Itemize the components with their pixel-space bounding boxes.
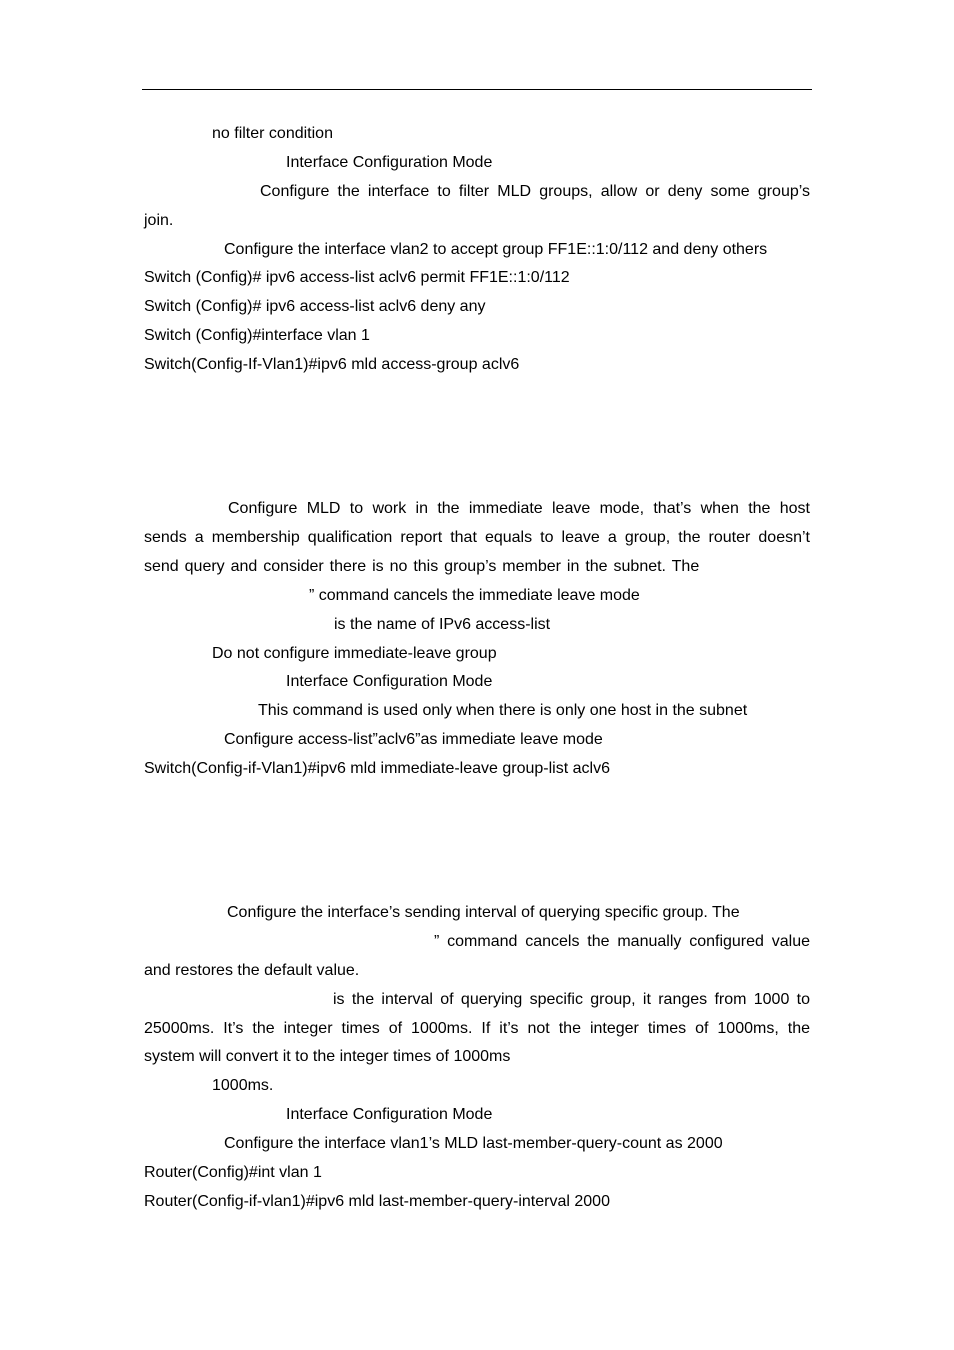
function-description-continued: send query and consider there is no this group’s member in the subnet. The (144, 558, 700, 575)
default-value-text: no filter condition (212, 125, 333, 142)
example-description: Configure the interface vlan2 to accept group FF1E::1:0/112 and deny others (224, 241, 768, 258)
function-description-continued: and restores the default value. (144, 962, 360, 979)
example-command-line: Switch (Config)# ipv6 access-list aclv6 deny any (144, 298, 486, 315)
parameter-description: is the interval of querying specific group, it ranges from 1000 to (333, 991, 810, 1008)
example-description: Configure the interface vlan1’s MLD last-member-query-count as 2000 (224, 1135, 723, 1152)
usage-guide-continued: join. (144, 212, 174, 229)
header-rule (142, 89, 812, 90)
parameter-description: is the name of IPv6 access-list (334, 616, 551, 633)
command-mode-text: Interface Configuration Mode (286, 154, 493, 171)
parameter-description-continued: 25000ms. It’s the integer times of 1000ms. If it’s not the integer times of 1000ms, the (144, 1020, 810, 1037)
example-command-line: Switch(Config-if-Vlan1)#ipv6 mld immediate-leave group-list aclv6 (144, 760, 610, 777)
function-description-continued: ” command cancels the immediate leave mode (309, 587, 640, 604)
function-description-continued: ” command cancels the manually configured value (434, 933, 810, 950)
example-command-line: Router(Config)#int vlan 1 (144, 1164, 322, 1181)
function-description-continued: sends a membership qualification report that equals to leave a group, the router doesn’t (144, 529, 810, 546)
usage-guide-text: Configure the interface to filter MLD groups, allow or deny some group’s (260, 183, 810, 200)
parameter-description-continued: system will convert it to the integer times of 1000ms (144, 1048, 511, 1065)
example-command-line: Router(Config-if-vlan1)#ipv6 mld last-member-query-interval 2000 (144, 1193, 610, 1210)
function-description: Configure MLD to work in the immediate leave mode, that’s when the host (228, 500, 810, 517)
command-mode-text: Interface Configuration Mode (286, 673, 493, 690)
usage-guide-text: This command is used only when there is only one host in the subnet (258, 702, 748, 719)
example-command-line: Switch (Config)# ipv6 access-list aclv6 permit FF1E::1:0/112 (144, 269, 570, 286)
example-description: Configure access-list”aclv6”as immediate leave mode (224, 731, 603, 748)
command-mode-text: Interface Configuration Mode (286, 1106, 493, 1123)
default-value-text: 1000ms. (212, 1077, 274, 1094)
default-value-text: Do not configure immediate-leave group (212, 645, 497, 662)
example-command-line: Switch(Config-If-Vlan1)#ipv6 mld access-group aclv6 (144, 356, 520, 373)
example-command-line: Switch (Config)#interface vlan 1 (144, 327, 370, 344)
function-description: Configure the interface’s sending interval of querying specific group. The (227, 904, 740, 921)
